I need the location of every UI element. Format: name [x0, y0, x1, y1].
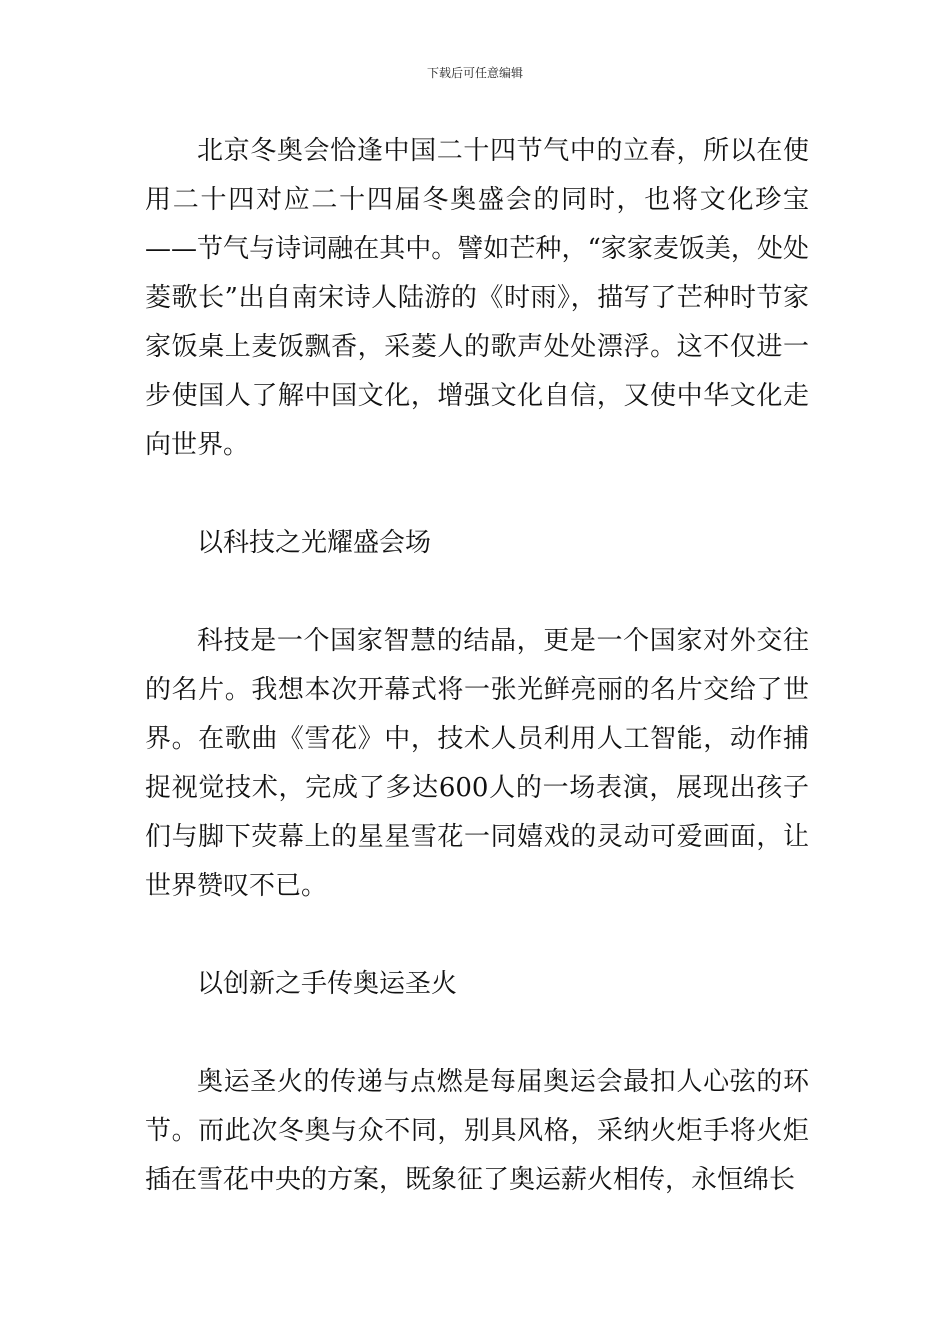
- section-heading-technology: 以科技之光耀盛会场: [197, 528, 432, 558]
- paragraph-gap: [145, 470, 809, 519]
- paragraph-gap: [145, 1009, 809, 1058]
- paragraph-gap: [145, 568, 809, 617]
- paragraph-solar-terms: 北京冬奥会恰逢中国二十四节气中的立春，所以在使用二十四对应二十四届冬奥盛会的同时，也将文化珍宝——节气与诗词融在其中。譬如芒种，“家家麦饭美，处处菱歌长”出自南宋诗人陆游的《时雨》，描写了芒种时节家家饭桌上麦饭飘香，采菱人的歌声处处漂浮。这不仅进一步使国人了解中国文化，增强文化自信，又使中华文化走向世界。: [145, 136, 809, 460]
- paragraph-gap: [145, 911, 809, 960]
- document-body: [145, 127, 809, 1205]
- paragraph-technology: 科技是一个国家智慧的结晶，更是一个国家对外交往的名片。我想本次开幕式将一张光鲜亮丽的名片交给了世界。在歌曲《雪花》中，技术人员利用人工智能，动作捕捉视觉技术，完成了多达600人的一场表演，展现出孩子们与脚下荧幕上的星星雪花一同嬉戏的灵动可爱画面，让世界赞叹不已。: [145, 626, 809, 901]
- page-header: 下载后可任意编辑: [426, 66, 523, 80]
- paragraph-torch: 奥运圣火的传递与点燃是每届奥运会最扣人心弦的环节。而此次冬奥与众不同，别具风格，采纳火炬手将火炬插在雪花中央的方案，既象征了奥运薪火相传，永恒绵长: [145, 1067, 809, 1195]
- section-heading-innovation: 以创新之手传奥运圣火: [197, 969, 458, 999]
